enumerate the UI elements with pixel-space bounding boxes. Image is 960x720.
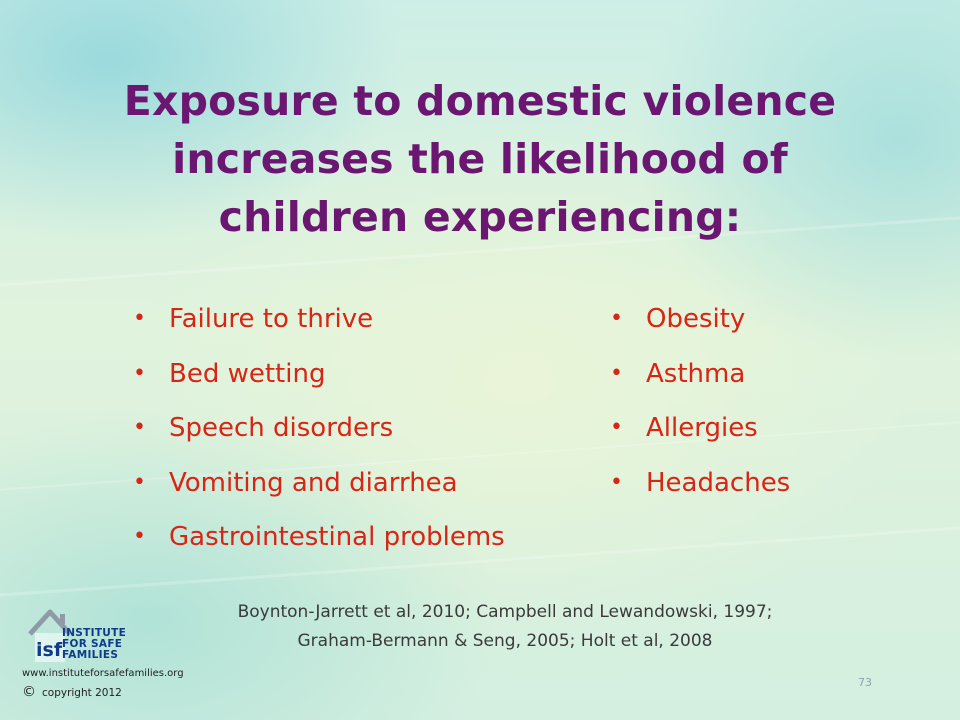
right-bullet-list — [610, 292, 790, 510]
logo-line: FOR SAFE — [62, 638, 123, 650]
logo-letters: isf — [36, 639, 63, 661]
bullet-icon: • — [133, 306, 146, 331]
website-link[interactable]: www.instituteforsafefamilies.org — [22, 668, 184, 679]
title-line: Exposure to domestic violence — [123, 77, 837, 125]
copyright-text: copyright 2012 — [42, 687, 122, 699]
left-bullet-list — [133, 292, 505, 565]
bullet-item — [610, 456, 790, 511]
bullet-text: Failure to thrive — [169, 304, 374, 334]
bullet-icon: • — [133, 415, 146, 440]
bullet-item — [133, 401, 505, 456]
title-line: children experiencing: — [218, 193, 742, 241]
logo-line: FAMILIES — [62, 649, 119, 661]
bullet-text: Allergies — [646, 413, 758, 443]
title-line: increases the likelihood of — [172, 135, 788, 183]
bullet-icon: • — [610, 469, 623, 495]
bullet-icon: • — [133, 524, 146, 549]
logo-line: INSTITUTE — [62, 627, 127, 639]
bullet-text: Headaches — [646, 467, 791, 498]
bullet-icon: • — [610, 306, 623, 331]
bullet-text: Bed wetting — [169, 358, 326, 389]
bullet-item — [133, 292, 505, 347]
bullet-icon: • — [610, 360, 623, 386]
bullet-item — [610, 401, 790, 456]
citation-line: Graham-Bermann & Seng, 2005; Holt et al, 2008 — [297, 631, 713, 651]
citation — [200, 598, 810, 656]
bullet-item — [610, 292, 790, 347]
bullet-text: Speech disorders — [169, 413, 394, 443]
slide-title — [80, 72, 880, 246]
bullet-text: Vomiting and diarrhea — [169, 467, 458, 498]
bullet-icon: • — [133, 469, 146, 495]
bullet-text: Obesity — [646, 304, 746, 334]
bullet-item — [610, 347, 790, 402]
bullet-text: Gastrointestinal problems — [169, 522, 505, 552]
copyright — [22, 684, 122, 700]
bullet-item — [133, 456, 505, 511]
bullet-item — [133, 347, 505, 402]
slide-number: 73 — [858, 676, 872, 689]
copyright-icon: © — [22, 684, 36, 700]
citation-line: Boynton-Jarrett et al, 2010; Campbell and Lewandowski, 1997; — [237, 602, 773, 622]
bullet-icon: • — [610, 415, 623, 440]
logo-wordmark — [62, 628, 126, 661]
bullet-icon: • — [133, 360, 146, 386]
bullet-item — [133, 510, 505, 565]
bullet-text: Asthma — [646, 358, 746, 389]
